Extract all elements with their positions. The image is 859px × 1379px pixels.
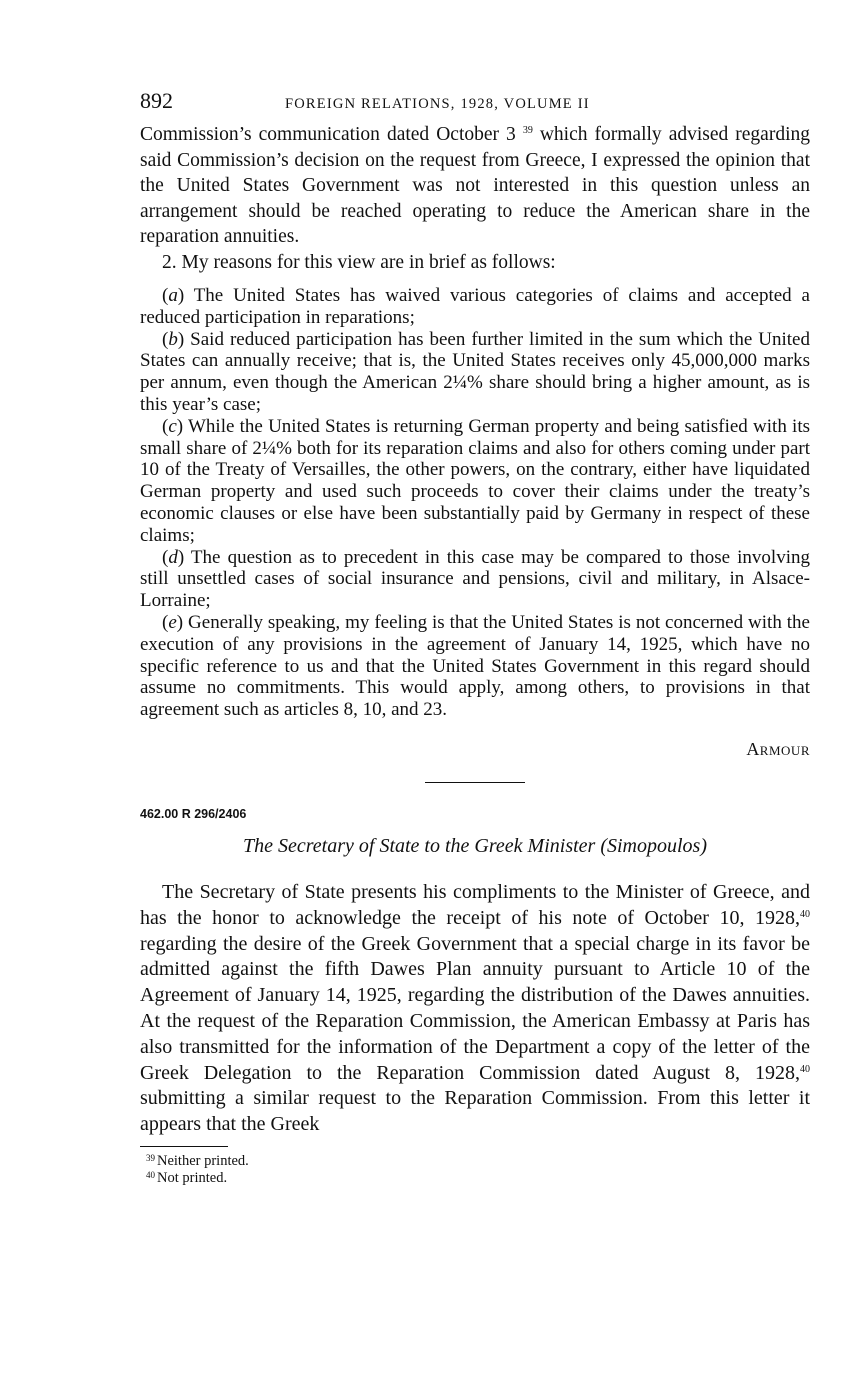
page-header xyxy=(140,88,810,122)
paragraph-text: regarding the desire of the Greek Government that a special charge in its favor be admitted against the fifth Dawes Plan annuity pursuant to Article 10 of the Agreement of January 14, 1925, regarding the distribution of the Dawes annuities. At the request of the Reparation Commission, the American Embassy at Paris has also transmitted for the information of the Department a copy of the letter of the Greek Delegation to the Reparation Commission dated August 8, 1928, xyxy=(140,932,810,1084)
running-head: FOREIGN RELATIONS, 1928, VOLUME II xyxy=(285,96,590,112)
document-title xyxy=(140,835,810,858)
footnote xyxy=(146,1170,810,1187)
footnote-divider xyxy=(140,1146,228,1147)
item-text: While the United States is returning German property and being satisfied with its small share of 2¼% both for its reparation claims and also for others coming under part 10 of the Treaty of Versailles, the other powers, on the contrary, either have liquidated German property and used such proceeds to cover their claims under the treaty’s economic clauses or else have been substantially paid by Germany in respect of these claims; xyxy=(140,415,810,546)
reason-item: (e) Generally speaking, my feeling is that the United States is not concerned with the execution of any provisions in the agreement of January 14, 1925, which have no specific reference to us and that the United States Government in this regard should assume no commitments. This would apply, among others, to provisions in that agreement such as articles 8, 10, and 23. xyxy=(140,611,810,721)
title-text-end: ) xyxy=(700,834,707,857)
body-paragraph xyxy=(140,880,810,1138)
reason-item: (b) Said reduced participation has been further limited in the sum which the United States can annually receive; that is, the United States receives only 45,000,000 marks per annum, even though the American 2¼% share should bring a higher amount, as is this year’s case; xyxy=(140,328,810,415)
reason-item: (a) The United States has waived various categories of claims and accepted a reduced participation in reparations; xyxy=(140,285,810,328)
footnote-ref: 39 xyxy=(522,125,533,136)
paragraph-text: The Secretary of State presents his compliments to the Minister of Greece, and has the honor to acknowledge the receipt of his note of October 10, 1928, xyxy=(140,880,810,929)
footnote-number: 39 xyxy=(146,1152,155,1163)
signature: Armour xyxy=(746,738,810,759)
item-label: a xyxy=(168,285,178,306)
reason-item: (d) The question as to precedent in this case may be compared to those involving still unsettled cases of social insurance and pensions, civil and military, in Alsace-Lorraine; xyxy=(140,546,810,612)
footnote-ref: 40 xyxy=(800,908,810,920)
title-text: The Secretary of State to the Greek Minister ( xyxy=(243,834,607,857)
footnote-text: Not printed. xyxy=(157,1169,228,1186)
document-page xyxy=(140,88,810,1187)
item-text: Said reduced participation has been further limited in the sum which the United States can annually receive; that is, the United States receives only 45,000,000 marks per annum, even though the American 2¼% share should bring a higher amount, as is this year’s case; xyxy=(140,328,810,415)
item-label: d xyxy=(168,546,178,568)
title-name: Simopoulos xyxy=(606,834,701,857)
file-number: 462.00 R 296/2406 xyxy=(140,806,247,821)
item-text: The United States has waived various categories of claims and accepted a reduced participation in reparations; xyxy=(140,285,810,328)
item-label: b xyxy=(168,328,178,350)
letter-paragraph-1 xyxy=(140,122,810,250)
item-text: Generally speaking, my feeling is that the United States is not concerned with the execution of any provisions in the agreement of January 14, 1925, which have no specific reference to us and that the United States Government in this regard should assume no commitments. This would apply, among others, to provisions in that agreement such as articles 8, 10, and 23. xyxy=(140,611,810,721)
footnote-ref: 40 xyxy=(800,1063,810,1075)
section-divider xyxy=(425,782,525,783)
item-label: c xyxy=(168,415,177,437)
footnote xyxy=(146,1153,810,1170)
paragraph-text: Commission’s communication dated October 3 xyxy=(140,124,516,145)
item-text: The question as to precedent in this case may be compared to those involving still unsettled cases of social insurance and pensions, civil and military, in Alsace-Lorraine; xyxy=(140,546,810,612)
letter-paragraph-2: 2. My reasons for this view are in brief as follows: xyxy=(162,251,556,273)
page-number: 892 xyxy=(140,88,173,113)
footnote-text: Neither printed. xyxy=(157,1152,249,1169)
paragraph-text: submitting a similar request to the Reparation Commission. From this letter it appears that the Greek xyxy=(140,1087,810,1136)
item-label: e xyxy=(168,611,177,633)
reasons-list xyxy=(140,285,810,721)
footnote-number: 40 xyxy=(146,1169,155,1180)
reason-item: (c) While the United States is returning German property and being satisfied with its small share of 2¼% both for its reparation claims and also for others coming under part 10 of the Treaty of Versailles, the other powers, on the contrary, either have liquidated German property and used such proceeds to cover their claims under the treaty’s economic clauses or else have been substantially paid by Germany in respect of these claims; xyxy=(140,415,810,546)
document-body xyxy=(140,880,810,1138)
paragraph-text: which formally advised regarding said Commission’s decision on the request from Greece, I expressed the opinion that the United States Government was not interested in this question unless an arrangement should be reached operating to reduce the American share in the reparation annuities. xyxy=(140,124,811,247)
